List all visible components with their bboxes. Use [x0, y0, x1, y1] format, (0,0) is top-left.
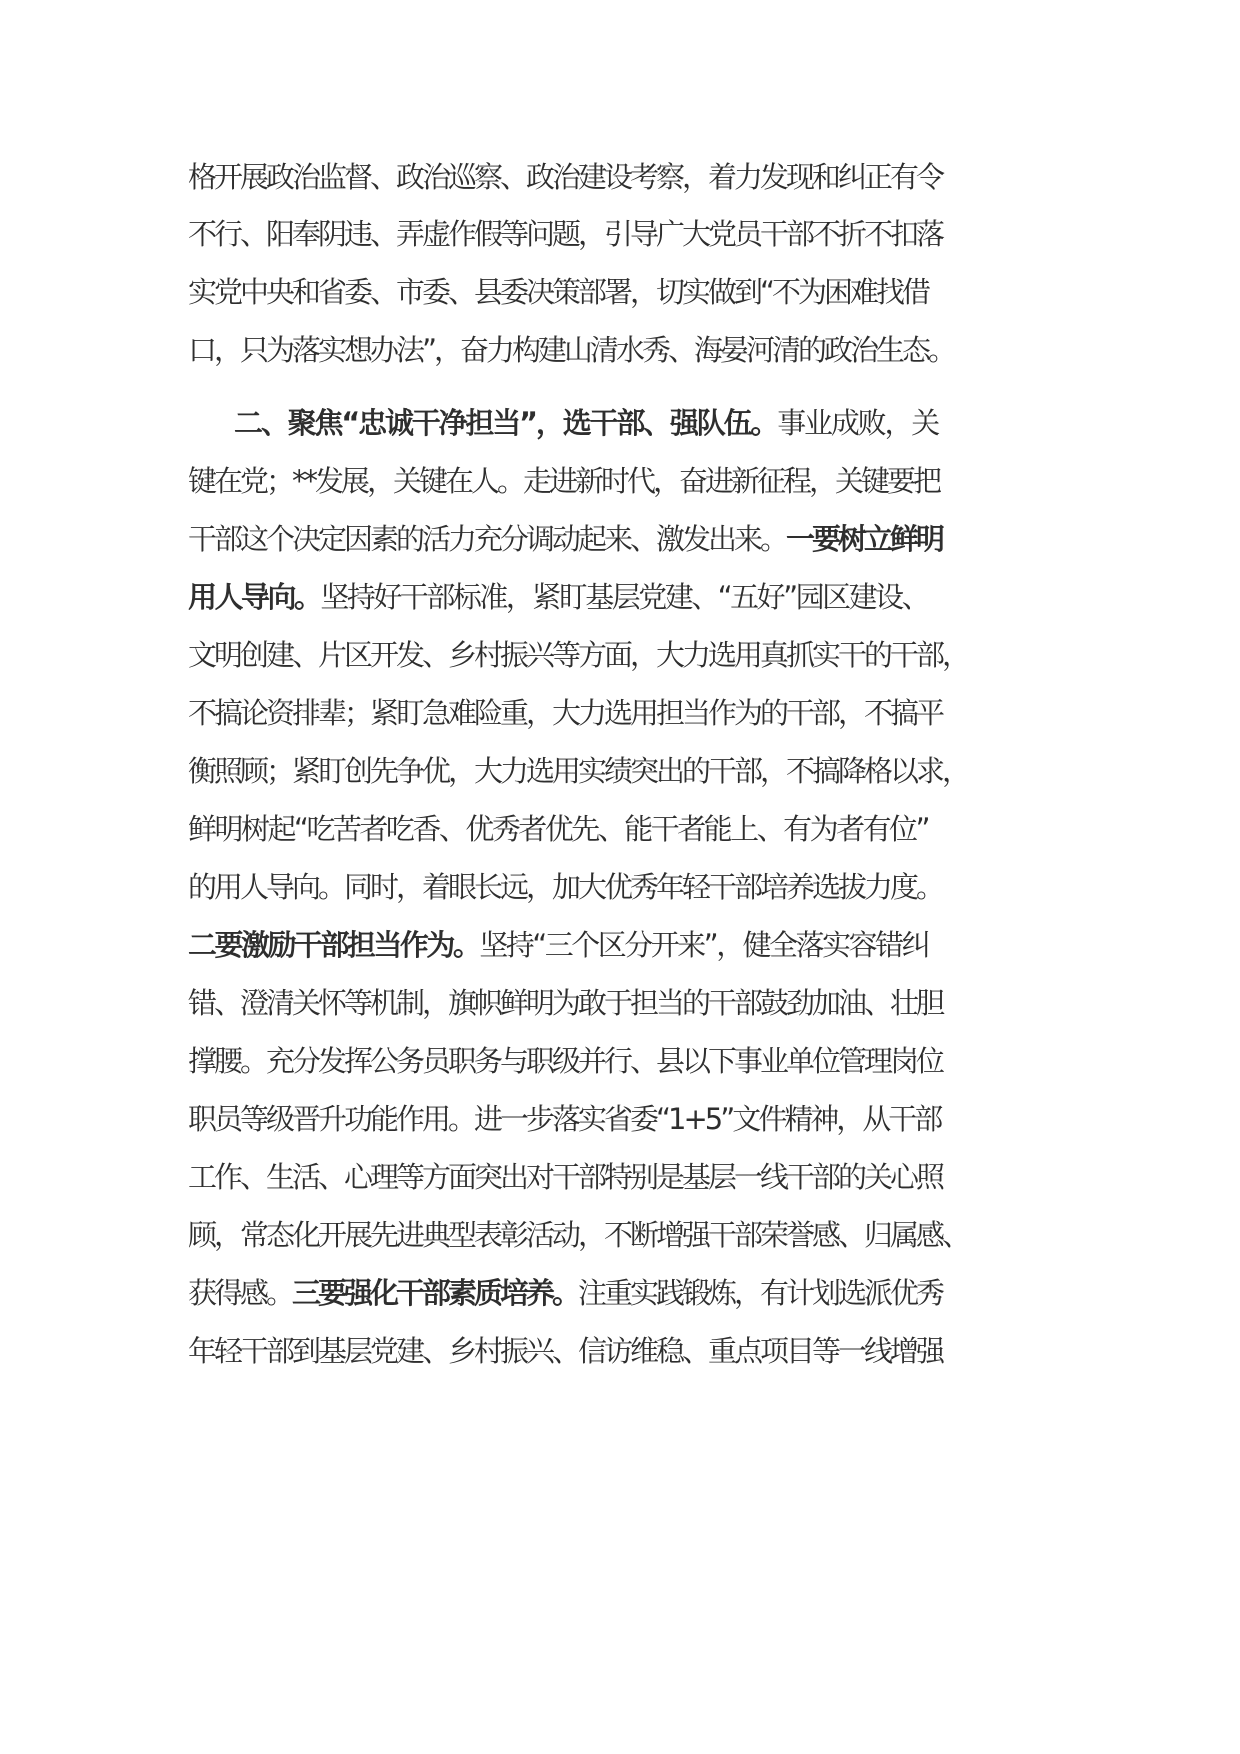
- text-line: [188, 1041, 942, 1081]
- text-segment: 撑腰。充分发挥公务员职务与职级并行、县以下事业单位管理岗位: [188, 1044, 943, 1078]
- text-segment: 坚持好干部标准，紧盯基层党建、“五好”园区建设、: [320, 580, 929, 614]
- text-line: [188, 867, 942, 907]
- text-segment: 口，只为落实想办法”，奋力构建山清水秀、海晏河清的政治生态。: [188, 333, 955, 367]
- text-segment: 职员等级晋升功能作用。进一步落实省委“1+5”文件精神，从干部: [188, 1102, 941, 1136]
- text-line: [188, 577, 928, 617]
- text-line: [188, 519, 942, 559]
- text-line: [188, 635, 968, 675]
- text-line: [188, 809, 928, 849]
- text-line: [188, 1273, 942, 1313]
- text-line: [188, 693, 942, 733]
- text-segment: 工作、生活、心理等方面突出对干部特别是基层一线干部的关心照: [188, 1160, 943, 1194]
- text-segment: 干部这个决定因素的活力充分调动起来、激发出来。: [188, 522, 787, 556]
- text-line: [188, 983, 942, 1023]
- text-segment: 获得感。: [188, 1276, 293, 1310]
- text-segment: 文明创建、片区开发、乡村振兴等方面，大力选用真抓实干的干部，: [188, 638, 969, 672]
- text-line: [188, 1331, 942, 1371]
- text-line: [188, 461, 939, 501]
- text-line: [188, 330, 954, 370]
- text-segment: 鲜明树起“吃苦者吃香、优秀者优先、能干者能上、有为者有位”: [188, 812, 929, 846]
- text-line: [188, 925, 928, 965]
- bold-text-segment: 一要树立鲜明: [786, 522, 943, 556]
- text-line: [188, 1099, 940, 1139]
- text-segment: 错、澄清关怀等机制，旗帜鲜明为敢于担当的干部鼓劲加油、壮胆: [188, 986, 943, 1020]
- text-segment: 键在党；**发展，关键在人。走进新时代，奋进新征程，关键要把: [188, 464, 940, 498]
- bold-text-segment: 二要激励干部担当作为。: [188, 928, 480, 962]
- text-segment: 事业成败，关: [777, 406, 939, 440]
- text-segment: 顾，常态化开展先进典型表彰活动，不断增强干部荣誉感、归属感、: [188, 1218, 969, 1252]
- text-line: [188, 751, 968, 791]
- text-segment: 不行、阳奉阴违、弄虚作假等问题，引导广大党员干部不折不扣落: [188, 217, 943, 251]
- text-segment: 衡照顾；紧盯创先争优，大力选用实绩突出的干部，不搞降格以求，: [188, 754, 969, 788]
- bold-text-segment: 用人导向。: [188, 580, 321, 614]
- text-segment: 年轻干部到基层党建、乡村振兴、信访维稳、重点项目等一线增强: [188, 1334, 943, 1368]
- text-segment: 格开展政治监督、政治巡察、政治建设考察，着力发现和纠正有令: [188, 160, 943, 194]
- text-segment: 坚持“三个区分开来”，健全落实容错纠: [479, 928, 929, 962]
- bold-text-segment: 三要强化干部素质培养。: [292, 1276, 579, 1310]
- text-line: [188, 1215, 968, 1255]
- text-line: [188, 157, 942, 197]
- text-line: [188, 214, 942, 254]
- text-line: [188, 272, 928, 312]
- text-segment: 实党中央和省委、市委、县委决策部署，切实做到“不为困难找借: [188, 275, 929, 309]
- text-segment: 的用人导向。同时，着眼长远，加大优秀年轻干部培养选拔力度。: [188, 870, 943, 904]
- bold-text-segment: 二、聚焦“忠诚干净担当”，选干部、强队伍。: [234, 406, 778, 440]
- text-line: [234, 403, 938, 443]
- text-line: [188, 1157, 942, 1197]
- text-segment: 注重实践锻炼，有计划选派优秀: [578, 1276, 943, 1310]
- text-segment: 不搞论资排辈；紧盯急难险重，大力选用担当作为的干部，不搞平: [188, 696, 943, 730]
